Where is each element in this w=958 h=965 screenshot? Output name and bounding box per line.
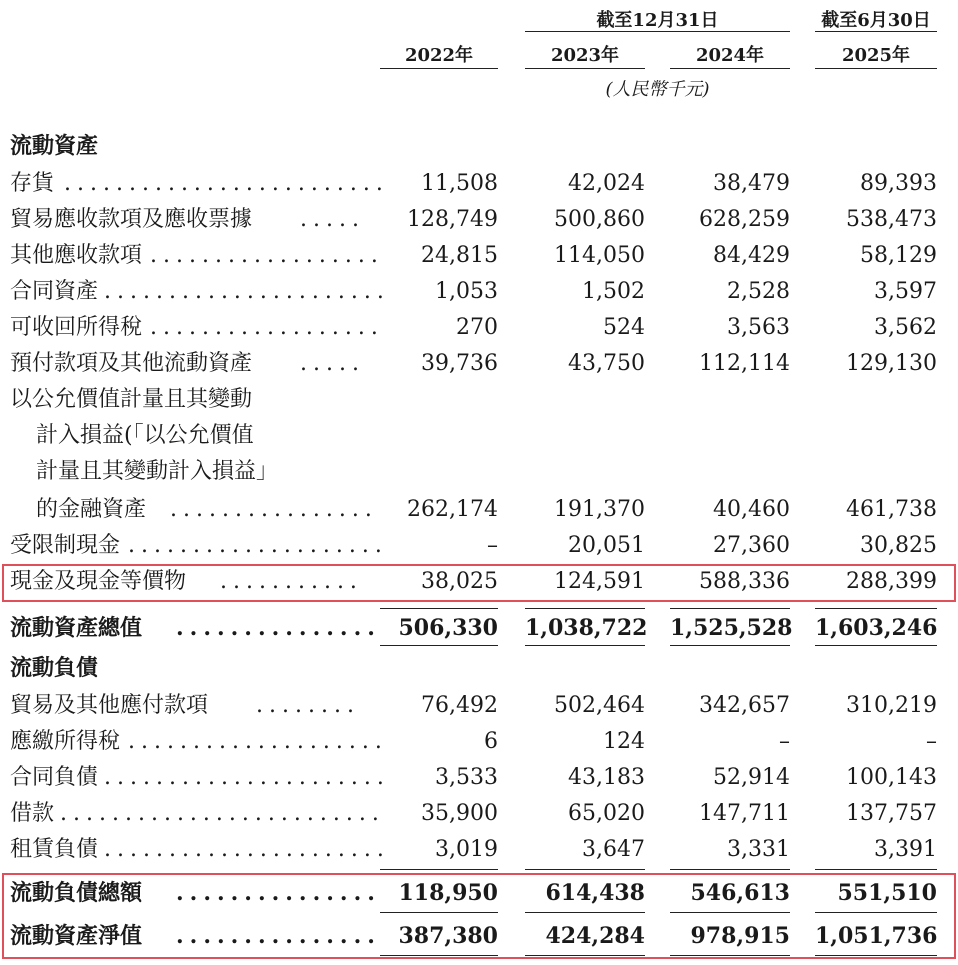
row-other-receivables bbox=[0, 238, 958, 274]
value-2025: 288,399 bbox=[846, 569, 937, 594]
value-2023: 500,860 bbox=[554, 207, 645, 232]
row-tax-recoverable bbox=[0, 310, 958, 346]
value-2023: 614,438 bbox=[545, 880, 645, 906]
value-2024: 3,331 bbox=[727, 837, 790, 862]
value-2023: 124 bbox=[603, 729, 645, 754]
value-2023: 424,284 bbox=[545, 923, 645, 949]
section-current-liabilities bbox=[0, 650, 958, 686]
value-2024: 38,479 bbox=[713, 171, 790, 196]
highlight-box-cash bbox=[2, 564, 956, 602]
dot-leader: ............... bbox=[176, 923, 381, 949]
header-dec-31: 截至12月31日 bbox=[596, 10, 719, 31]
row-label: 計入損益(「以公允價值 bbox=[36, 423, 254, 448]
value-2022: 387,380 bbox=[398, 923, 498, 949]
row-label: 合同負債 bbox=[10, 765, 99, 790]
value-2023: 191,370 bbox=[554, 497, 645, 522]
value-2022: 270 bbox=[456, 315, 498, 340]
row-label: 計量且其變動計入損益」 bbox=[36, 459, 279, 484]
dot-leader: ................ bbox=[170, 497, 378, 522]
total-rule-assets-c1 bbox=[380, 608, 498, 609]
value-2025: 551,510 bbox=[837, 880, 937, 906]
value-2022: – bbox=[487, 533, 498, 558]
header-dec-underline bbox=[525, 31, 790, 32]
value-2025: 30,825 bbox=[860, 533, 937, 558]
value-2024: 588,336 bbox=[699, 569, 790, 594]
row-label: 借款 bbox=[10, 801, 55, 826]
total-rule-liab-c2 bbox=[525, 869, 645, 870]
value-2023: 65,020 bbox=[568, 801, 645, 826]
highlight-box-totals bbox=[2, 873, 956, 959]
dot-leader: ......................... bbox=[60, 801, 385, 826]
value-2024: 40,460 bbox=[713, 497, 790, 522]
value-2023: 1,502 bbox=[582, 279, 645, 304]
value-2024: 628,259 bbox=[699, 207, 790, 232]
value-2023: 43,750 bbox=[568, 351, 645, 376]
value-2025: 3,391 bbox=[874, 837, 937, 862]
value-2024: 27,360 bbox=[713, 533, 790, 558]
header-jun-30: 截至6月30日 bbox=[821, 10, 931, 31]
dot-leader: ......................... bbox=[64, 171, 389, 196]
value-2024: – bbox=[779, 729, 790, 754]
row-trade-receivables bbox=[0, 202, 958, 238]
year-2022: 2022年 bbox=[404, 45, 474, 66]
row-label: 其他應收款項 bbox=[10, 243, 143, 268]
dot-leader: ............... bbox=[176, 615, 381, 641]
value-2025: 1,051,736 bbox=[815, 923, 938, 949]
value-2022: 118,950 bbox=[398, 880, 498, 906]
total-rule-liab-c4 bbox=[815, 869, 937, 870]
row-label: 貿易及其他應付款項 bbox=[10, 693, 209, 718]
row-trade-payables bbox=[0, 688, 958, 724]
value-2023: 502,464 bbox=[554, 693, 645, 718]
year-2023: 2023年 bbox=[550, 45, 620, 66]
row-label: 流動資產總值 bbox=[10, 615, 143, 641]
value-2024: 3,563 bbox=[727, 315, 790, 340]
value-2023: 124,591 bbox=[554, 569, 645, 594]
row-lease-liabilities bbox=[0, 832, 958, 868]
dot-leader: ...................... bbox=[104, 837, 390, 862]
section-title: 流動負債 bbox=[10, 655, 99, 681]
value-2025: 129,130 bbox=[846, 351, 937, 376]
row-label: 貿易應收款項及應收票據 bbox=[10, 207, 253, 232]
row-label: 可收回所得稅 bbox=[10, 315, 143, 340]
row-label: 預付款項及其他流動資產 bbox=[10, 351, 253, 376]
value-2022: 262,174 bbox=[407, 497, 498, 522]
value-2022: 3,533 bbox=[435, 765, 498, 790]
dot-leader: ...................... bbox=[104, 765, 390, 790]
value-2023: 524 bbox=[603, 315, 645, 340]
value-2022: 24,815 bbox=[421, 243, 498, 268]
dot-leader: .................. bbox=[150, 315, 384, 340]
value-2023: 43,183 bbox=[568, 765, 645, 790]
row-contract-assets bbox=[0, 274, 958, 310]
value-2022: 506,330 bbox=[398, 615, 498, 641]
total-rule-assets-c3 bbox=[670, 608, 790, 609]
dot-leader: ...................... bbox=[104, 279, 390, 304]
total-underline-assets-c1 bbox=[380, 645, 498, 646]
value-2024: 112,114 bbox=[699, 351, 790, 376]
section-current-assets bbox=[0, 128, 958, 164]
row-label: 以公允價值計量且其變動 bbox=[10, 387, 253, 412]
total-underline-assets-c4 bbox=[815, 645, 937, 646]
year-2024: 2024年 bbox=[695, 45, 765, 66]
value-2023: 1,038,722 bbox=[525, 615, 648, 641]
value-2022: 128,749 bbox=[407, 207, 498, 232]
row-label: 的金融資產 bbox=[36, 497, 147, 522]
value-2022: 39,736 bbox=[421, 351, 498, 376]
value-2025: 137,757 bbox=[846, 801, 937, 826]
value-2022: 35,900 bbox=[421, 801, 498, 826]
row-fvtpl-line-2 bbox=[0, 418, 958, 454]
row-fvtpl bbox=[0, 492, 958, 528]
value-2024: 342,657 bbox=[699, 693, 790, 718]
value-2024: 52,914 bbox=[713, 765, 790, 790]
value-2025: 3,597 bbox=[874, 279, 937, 304]
row-fvtpl-line-1 bbox=[0, 382, 958, 418]
total-rule-assets-c4 bbox=[815, 608, 937, 609]
value-2023: 20,051 bbox=[568, 533, 645, 558]
value-2024: 546,613 bbox=[690, 880, 790, 906]
value-2022: 11,508 bbox=[421, 171, 498, 196]
year-2022-underline bbox=[380, 68, 498, 69]
row-label: 租賃負債 bbox=[10, 837, 99, 862]
dot-leader: ........ bbox=[256, 693, 360, 718]
total-underline-assets-c3 bbox=[670, 645, 790, 646]
value-2022: 76,492 bbox=[421, 693, 498, 718]
row-total-current-assets bbox=[0, 610, 958, 646]
value-2024: 147,711 bbox=[699, 801, 790, 826]
dot-leader: ..... bbox=[300, 351, 365, 376]
value-2025: 461,738 bbox=[846, 497, 937, 522]
row-label: 現金及現金等價物 bbox=[10, 569, 187, 594]
value-2024: 1,525,528 bbox=[670, 615, 793, 641]
value-2022: 38,025 bbox=[421, 569, 498, 594]
dot-leader: .................... bbox=[128, 729, 388, 754]
value-2025: 310,219 bbox=[846, 693, 937, 718]
row-label: 流動資產淨值 bbox=[10, 923, 143, 949]
row-borrowings bbox=[0, 796, 958, 832]
value-2022: 1,053 bbox=[435, 279, 498, 304]
row-label: 流動負債總額 bbox=[10, 880, 143, 906]
year-2023-underline bbox=[525, 68, 645, 69]
row-fvtpl-line-3 bbox=[0, 454, 958, 490]
value-2024: 978,915 bbox=[690, 923, 790, 949]
value-2023: 114,050 bbox=[554, 243, 645, 268]
value-2022: 3,019 bbox=[435, 837, 498, 862]
value-2023: 42,024 bbox=[568, 171, 645, 196]
total-rule-liab-c1 bbox=[380, 869, 498, 870]
unit-label: (人民幣千元) bbox=[605, 79, 710, 100]
row-label: 合同資產 bbox=[10, 279, 99, 304]
value-2025: 538,473 bbox=[846, 207, 937, 232]
row-contract-liabilities bbox=[0, 760, 958, 796]
row-prepayments bbox=[0, 346, 958, 382]
row-label: 應繳所得稅 bbox=[10, 729, 121, 754]
value-2024: 2,528 bbox=[727, 279, 790, 304]
row-inventory bbox=[0, 166, 958, 202]
year-2025-underline bbox=[815, 68, 937, 69]
row-restricted-cash bbox=[0, 528, 958, 564]
total-underline-assets-c2 bbox=[525, 645, 645, 646]
value-2025: 58,129 bbox=[860, 243, 937, 268]
dot-leader: .................... bbox=[128, 533, 388, 558]
dot-leader: ........... bbox=[220, 569, 363, 594]
year-2025: 2025年 bbox=[841, 45, 911, 66]
section-title: 流動資產 bbox=[10, 133, 99, 159]
value-2025: 1,603,246 bbox=[815, 615, 938, 641]
row-label: 受限制現金 bbox=[10, 533, 121, 558]
year-2024-underline bbox=[670, 68, 790, 69]
total-rule-liab-c3 bbox=[670, 869, 790, 870]
value-2022: 6 bbox=[484, 729, 498, 754]
value-2023: 3,647 bbox=[582, 837, 645, 862]
value-2025: – bbox=[926, 729, 937, 754]
dot-leader: ..... bbox=[300, 207, 365, 232]
row-label: 存貨 bbox=[10, 171, 55, 196]
header-jun-underline bbox=[815, 31, 937, 32]
value-2025: 89,393 bbox=[860, 171, 937, 196]
total-rule-assets-c2 bbox=[525, 608, 645, 609]
dot-leader: ............... bbox=[176, 880, 381, 906]
value-2025: 3,562 bbox=[874, 315, 937, 340]
row-tax-payable bbox=[0, 724, 958, 760]
dot-leader: .................. bbox=[150, 243, 384, 268]
value-2025: 100,143 bbox=[846, 765, 937, 790]
value-2024: 84,429 bbox=[713, 243, 790, 268]
